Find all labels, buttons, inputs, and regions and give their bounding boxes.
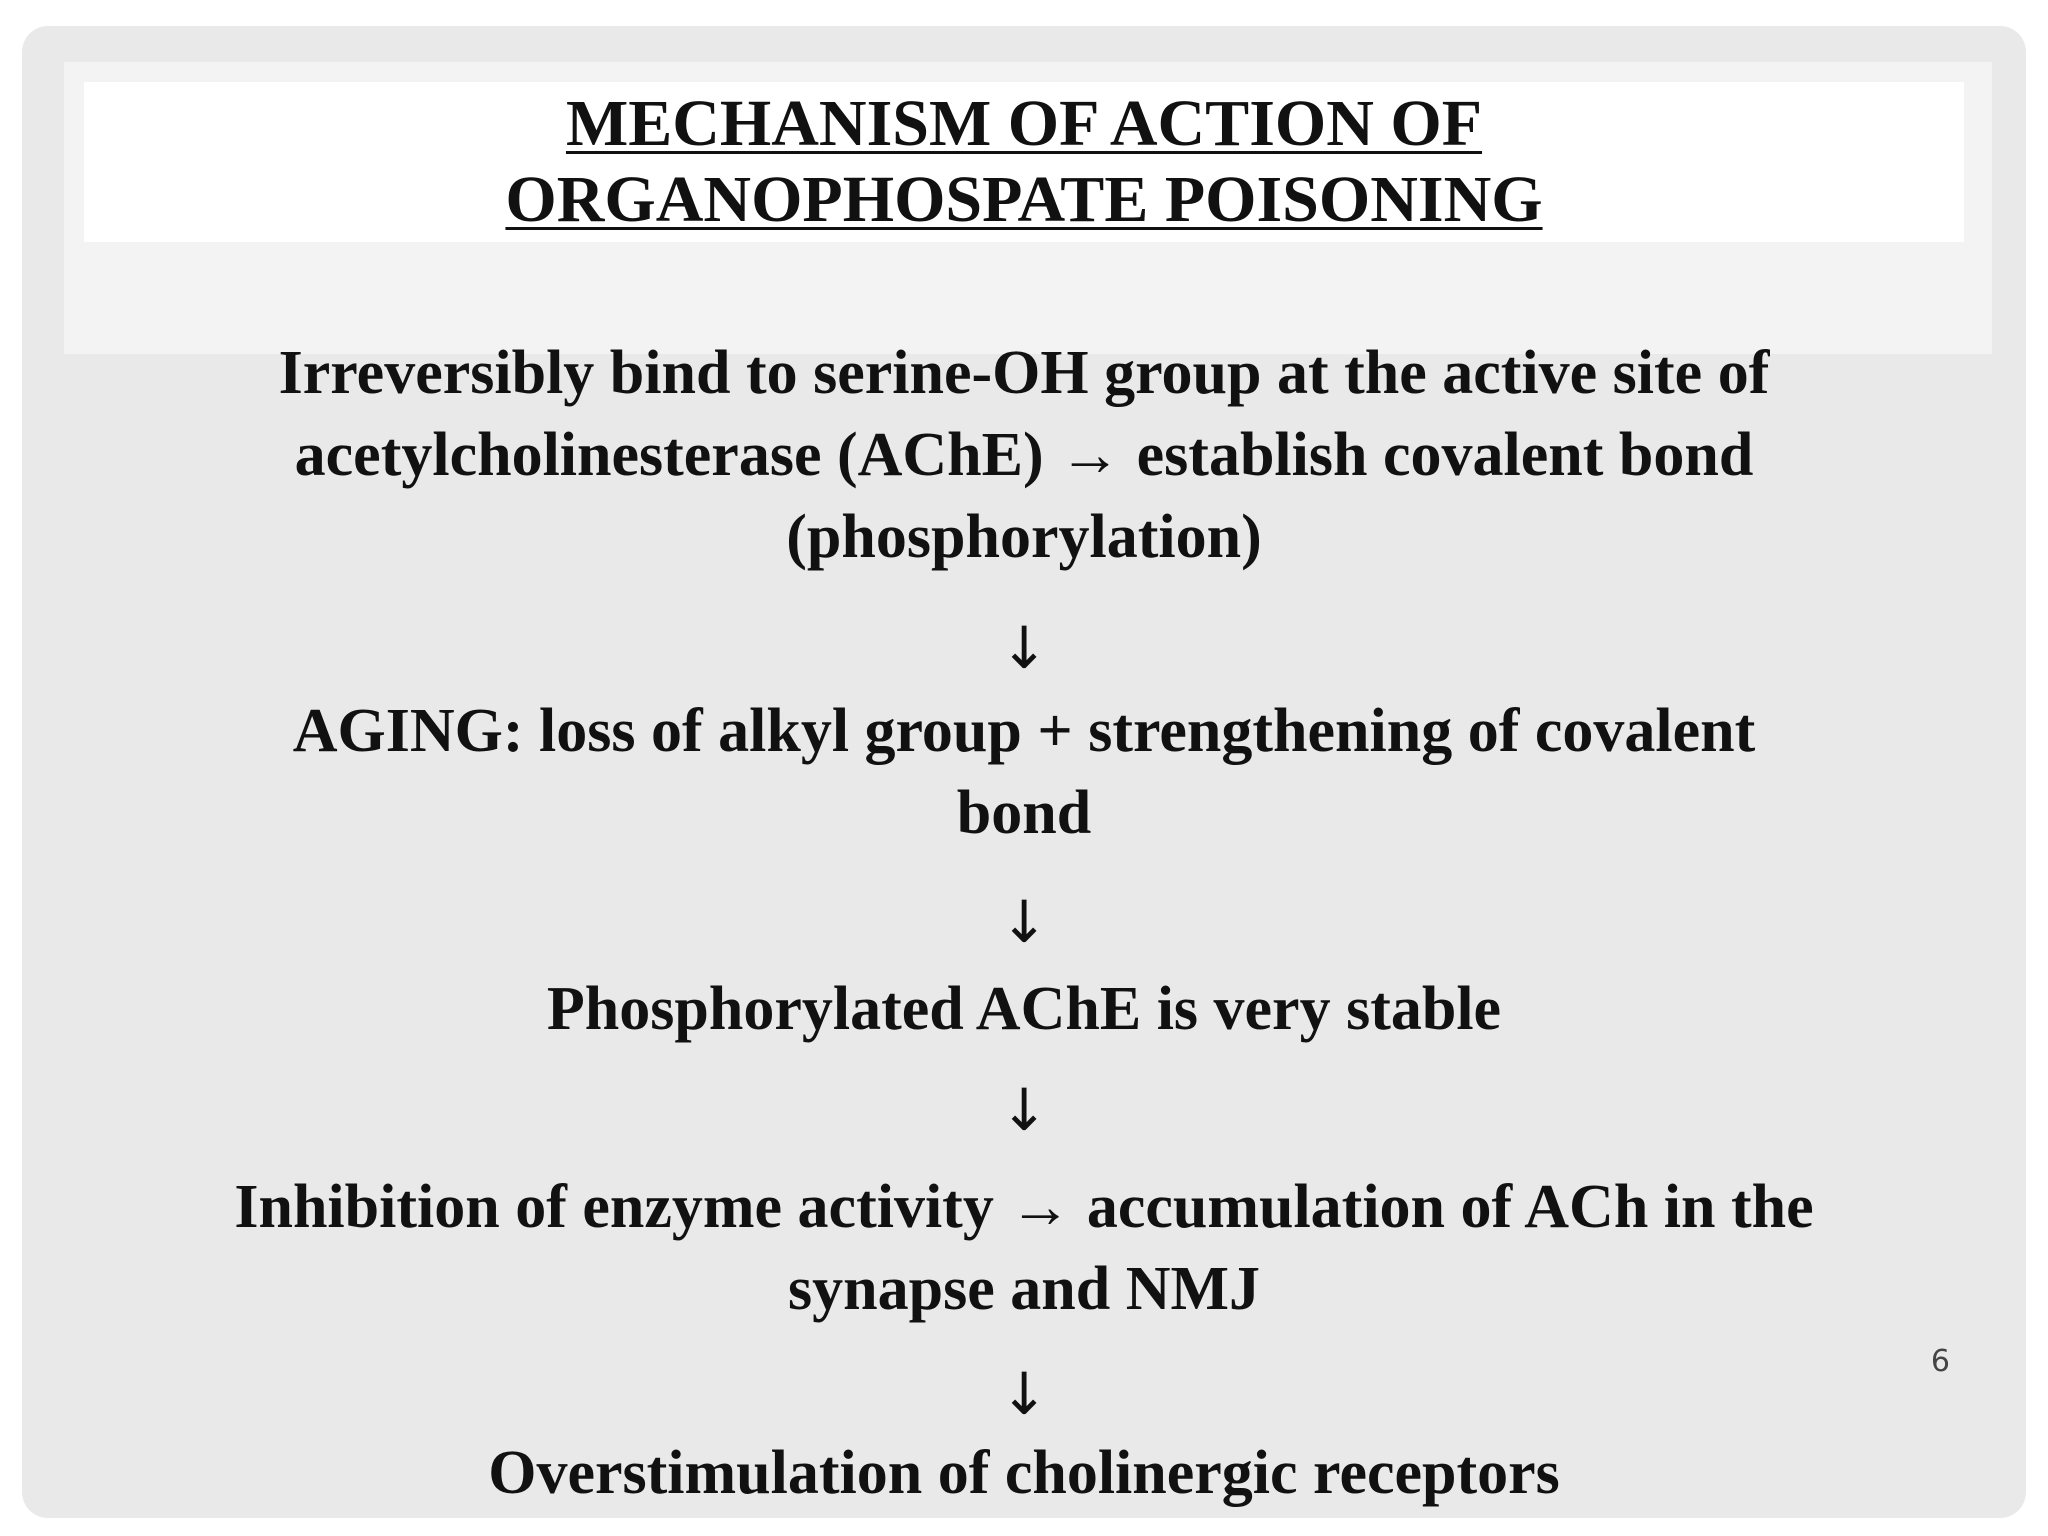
step-4-line-2: synapse and NMJ <box>788 1255 1260 1323</box>
title-box <box>84 82 1964 242</box>
down-arrow-icon: ↓ <box>999 1076 1049 1144</box>
slide-number: 6 <box>1930 1344 1950 1379</box>
step-2-line-2: bond <box>956 779 1092 847</box>
slide <box>22 26 2026 1518</box>
down-arrow-icon: ↓ <box>999 888 1049 956</box>
step-1-line-1: Irreversibly bind to serine-OH group at the active site of <box>278 339 1770 407</box>
down-arrow-icon: ↓ <box>999 614 1049 682</box>
step-1-line-3: (phosphorylation) <box>786 503 1262 571</box>
step-5-line-1: Overstimulation of cholinergic receptors <box>488 1439 1560 1507</box>
step-4-line-1: Inhibition of enzyme activity → accumulation of ACh in the <box>234 1173 1814 1241</box>
step-1-line-2: acetylcholinesterase (AChE) → establish covalent bond <box>294 421 1754 489</box>
down-arrow-icon: ↓ <box>999 1360 1049 1428</box>
slide-title-line-2: ORGANOPHOSPATE POISONING <box>505 163 1543 236</box>
step-3-line-1: Phosphorylated AChE is very stable <box>546 975 1502 1043</box>
slide-title-line-1: MECHANISM OF ACTION OF <box>565 87 1483 160</box>
step-2-line-1: AGING: loss of alkyl group + strengthening of covalent <box>292 697 1756 765</box>
